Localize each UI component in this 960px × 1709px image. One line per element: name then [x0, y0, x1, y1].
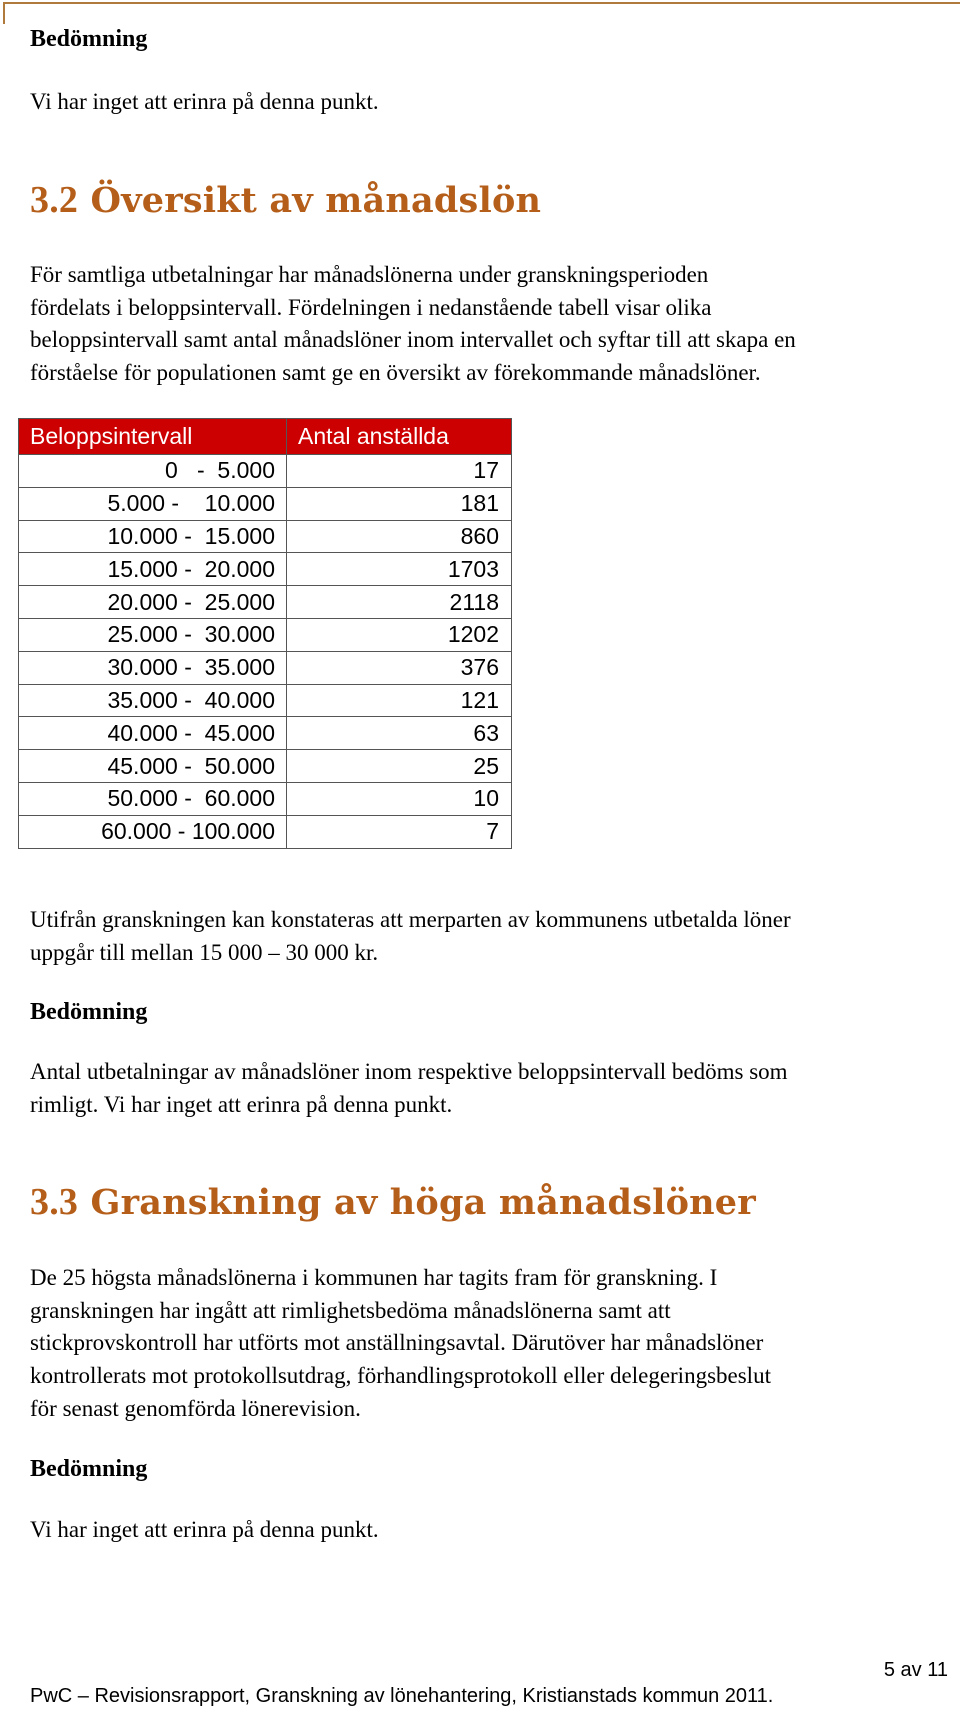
text-line: Antal utbetalningar av månadslöner inom respektive beloppsintervall bedöms som: [30, 1059, 788, 1084]
section-number: 3.2: [30, 179, 79, 221]
column-header-interval: Beloppsintervall: [19, 419, 287, 455]
assessment-label: Bedömning: [30, 1456, 148, 1482]
section-number: 3.3: [30, 1181, 79, 1223]
assessment-label: Bedömning: [30, 26, 148, 52]
count-cell: 2118: [287, 586, 512, 619]
interval-cell: 35.000 - 40.000: [19, 684, 287, 717]
text-line: förståelse för populationen samt ge en översikt av förekommande månadslöner.: [30, 360, 761, 386]
interval-cell: 15.000 - 20.000: [19, 553, 287, 586]
table-row: [19, 815, 512, 848]
interval-cell: 10.000 - 15.000: [19, 520, 287, 553]
text-line: fördelats i beloppsintervall. Fördelningen i nedanstående tabell visar olika: [30, 294, 712, 320]
section-title: Granskning av höga månadslöner: [90, 1182, 756, 1223]
section-intro-paragraph: [30, 259, 960, 390]
section-intro-paragraph: [30, 1262, 960, 1426]
assessment-label: Bedömning: [30, 999, 148, 1025]
text-line: rimligt. Vi har inget att erinra på denna punkt.: [30, 1091, 453, 1117]
table-row: [19, 487, 512, 520]
section-heading-3-3: [30, 1180, 756, 1224]
assessment-paragraph: [30, 1056, 960, 1121]
table-row: [19, 618, 512, 651]
table-row: [19, 553, 512, 586]
count-cell: 1703: [287, 553, 512, 586]
table-row: [19, 651, 512, 684]
table-row: [19, 455, 512, 488]
assessment-text: Vi har inget att erinra på denna punkt.: [30, 89, 379, 114]
text-line: kontrollerats mot protokollsutdrag, förhandlingsprotokoll eller delegeringsbeslut: [30, 1363, 771, 1389]
column-header-employees: Antal anställda: [287, 419, 512, 455]
interval-cell: 45.000 - 50.000: [19, 750, 287, 783]
count-cell: 25: [287, 750, 512, 783]
text-line: granskningen har ingått att rimlighetsbedöma månadslönerna samt att: [30, 1297, 671, 1323]
text-line: uppgår till mellan 15 000 – 30 000 kr.: [30, 939, 379, 965]
page-number: 5 av 11: [883, 1659, 948, 1681]
text-line: För samtliga utbetalningar har månadslönerna under granskningsperioden: [30, 262, 709, 287]
count-cell: 121: [287, 684, 512, 717]
table-row: [19, 750, 512, 783]
interval-cell: 25.000 - 30.000: [19, 618, 287, 651]
count-cell: 7: [287, 815, 512, 848]
interval-cell: 20.000 - 25.000: [19, 586, 287, 619]
text-line: Utifrån granskningen kan konstateras att merparten av kommunens utbetalda löner: [30, 907, 791, 932]
table-row: [19, 782, 512, 815]
text-line: för senast genomförda lönerevision.: [30, 1395, 361, 1421]
interval-cell: 60.000 - 100.000: [19, 815, 287, 848]
page-footer: PwC – Revisionsrapport, Granskning av lönehantering, Kristianstads kommun 2011.: [30, 1685, 774, 1707]
interval-cell: 30.000 - 35.000: [19, 651, 287, 684]
count-cell: 181: [287, 487, 512, 520]
text-line: stickprovskontroll har utförts mot anställningsavtal. Därutöver har månadslöner: [30, 1330, 764, 1356]
count-cell: 17: [287, 455, 512, 488]
interval-cell: 50.000 - 60.000: [19, 782, 287, 815]
table-header-row: [19, 419, 512, 455]
count-cell: 63: [287, 717, 512, 750]
table-row: [19, 520, 512, 553]
table-row: [19, 717, 512, 750]
section-heading-3-2: [30, 178, 541, 222]
text-line: De 25 högsta månadslönerna i kommunen har tagits fram för granskning. I: [30, 1265, 718, 1290]
interval-cell: 40.000 - 45.000: [19, 717, 287, 750]
count-cell: 376: [287, 651, 512, 684]
table-row: [19, 684, 512, 717]
section-title: Översikt av månadslön: [90, 180, 542, 221]
count-cell: 1202: [287, 618, 512, 651]
count-cell: 860: [287, 520, 512, 553]
salary-interval-table: [18, 418, 512, 849]
interval-cell: 0 - 5.000: [19, 455, 287, 488]
count-cell: 10: [287, 782, 512, 815]
table-row: [19, 586, 512, 619]
text-line: beloppsintervall samt antal månadslöner inom intervallet och syftar till att skapa en: [30, 327, 796, 353]
conclusion-paragraph: [30, 904, 960, 969]
interval-cell: 5.000 - 10.000: [19, 487, 287, 520]
assessment-text: Vi har inget att erinra på denna punkt.: [30, 1517, 379, 1542]
